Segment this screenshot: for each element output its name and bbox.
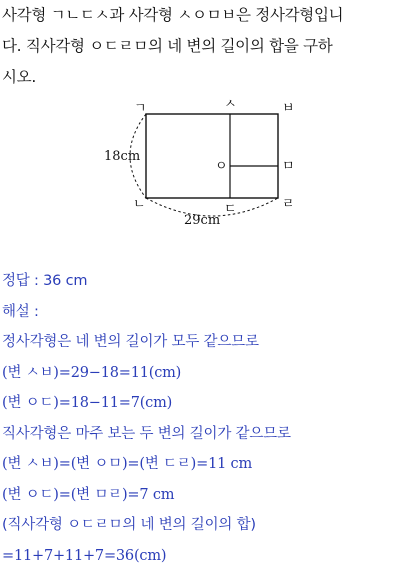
explanation-line-1: 정사각형은 네 변의 길이가 모두 같으므로 <box>2 327 398 358</box>
explanation-header: 해설 : <box>2 297 398 328</box>
bottom-dimension-label: 29cm <box>184 213 220 228</box>
label-mieum: ㅁ <box>282 159 295 174</box>
explanation-line-4: 직사각형은 마주 보는 두 변의 길이가 같으므로 <box>2 419 398 450</box>
left-dimension-label: 18cm <box>104 149 140 164</box>
label-rieul: ㄹ <box>282 197 295 212</box>
explanation-line-3: (변 ㅇㄷ)=18−11=7(cm) <box>2 388 398 419</box>
answer-line: 정답 : 36 cm <box>2 266 398 297</box>
label-giyeok: ㄱ <box>134 101 147 116</box>
explanation-line-2: (변 ㅅㅂ)=29−18=11(cm) <box>2 358 398 389</box>
explanation-line-8: =11+7+11+7=36(cm) <box>2 541 398 571</box>
outer-rectangle <box>146 114 278 198</box>
label-digeut: ㄷ <box>224 202 237 217</box>
problem-line-1: 사각형 ㄱㄴㄷㅅ과 사각형 ㅅㅇㅁㅂ은 정사각형입니 <box>2 0 398 31</box>
label-nieun: ㄴ <box>133 197 146 212</box>
problem-line-3: 시오. <box>2 62 398 93</box>
label-ieung: ㅇ <box>215 159 228 174</box>
geometry-figure <box>100 98 310 230</box>
problem-text <box>2 0 398 93</box>
label-bieup: ㅂ <box>282 101 295 116</box>
explanation-line-5: (변 ㅅㅂ)=(변 ㅇㅁ)=(변 ㄷㄹ)=11 cm <box>2 449 398 480</box>
explanation-line-7: (직사각형 ㅇㄷㄹㅁ의 네 변의 길이의 합) <box>2 510 398 541</box>
problem-line-2: 다. 직사각형 ㅇㄷㄹㅁ의 네 변의 길이의 합을 구하 <box>2 31 398 62</box>
explanation-line-6: (변 ㅇㄷ)=(변 ㅁㄹ)=7 cm <box>2 480 398 511</box>
solution-block <box>2 266 398 571</box>
label-siot: ㅅ <box>224 98 237 112</box>
figure-svg <box>100 98 310 230</box>
